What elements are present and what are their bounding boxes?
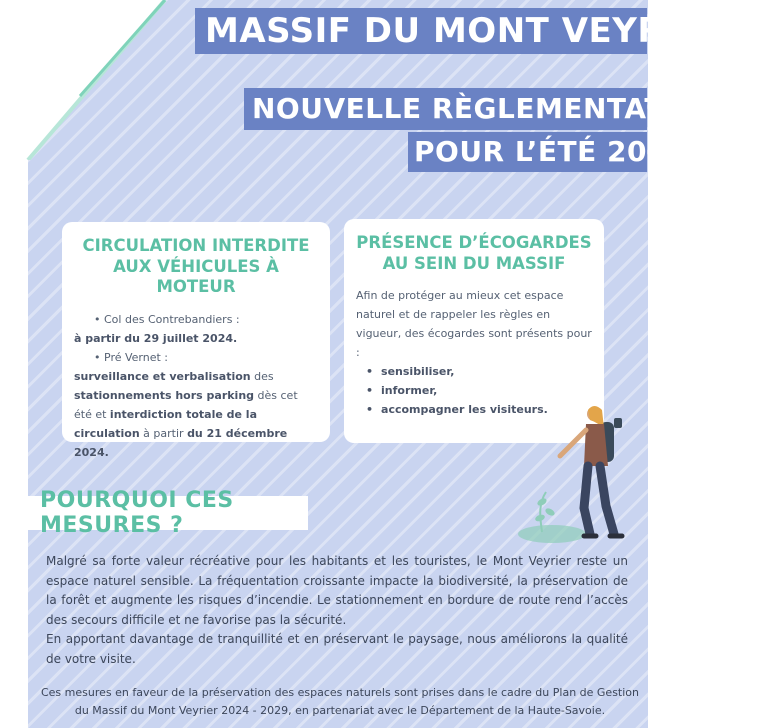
why-paragraph-1: Malgré sa forte valeur récréative pour les habitants et les touristes, le Mont Veyrier reste un espace naturel sensible. La fréquentation croissante impacte la biodiversité, la préservation de la forêt et augmente les risques d’incendie. Le stationnement en bordure de route rend l’accès des secours difficile et ne favorise pas la sécurité. xyxy=(46,554,628,627)
text-regular: des xyxy=(250,369,274,383)
list-item: • sensibiliser, xyxy=(366,362,592,381)
list-item: • accompagner les visiteurs. xyxy=(366,400,592,419)
circulation-card-body xyxy=(74,310,318,462)
text-bold: interdiction totale de la circulation xyxy=(74,407,257,440)
why-body xyxy=(46,552,628,669)
circulation-card-title: CIRCULATION INTERDITE AUX VÉHICULES À MOTEUR xyxy=(82,236,310,297)
text-bold: surveillance et verbalisation xyxy=(74,369,251,383)
hiker-illustration xyxy=(512,400,632,546)
bullet-pre-vernet: • Pré Vernet : xyxy=(94,350,169,364)
bullet-label: Pré Vernet : xyxy=(104,350,169,364)
text-bold: stationnements hors parking xyxy=(74,388,255,402)
why-heading: POURQUOI CES MESURES ? xyxy=(28,496,308,530)
text-bold: du 21 décembre 2024. xyxy=(74,426,288,459)
why-paragraph-2: En apportant davantage de tranquillité et en préservant le paysage, nous améliorons la qualité de votre visite. xyxy=(46,632,628,666)
corner-decoration xyxy=(0,0,200,160)
footer-note: Ces mesures en faveur de la préservation des espaces naturels sont prises dans le cadre du Plan de Gestion du Massif du Mont Veyrier 2024 - 2029, en partenariat avec le Département de la Haute-Savoie. xyxy=(40,686,639,717)
text-regular: dès cet été et xyxy=(74,388,298,421)
ecogardes-intro: Afin de protéger au mieux cet espace naturel et de rappeler les règles en vigueur, des écogardes sont présents pour : xyxy=(356,289,592,360)
circulation-card xyxy=(62,222,330,459)
bullet-col-contrebandiers: • Col des Contrebandiers : xyxy=(94,312,240,326)
title-line-3: POUR L’ÉTÉ 2024 xyxy=(408,132,647,172)
title-line-1: MASSIF DU MONT VEYRIER xyxy=(195,8,647,54)
title-line-2: NOUVELLE RÈGLEMENTATION xyxy=(244,88,647,130)
text-regular: à partir xyxy=(139,426,188,440)
list-item: • informer, xyxy=(366,381,592,400)
pre-vernet-detail xyxy=(74,367,318,462)
bullet-label: Col des Contrebandiers : xyxy=(104,312,240,326)
col-contrebandiers-date: à partir du 29 juillet 2024. xyxy=(74,331,238,345)
ecogardes-card-title: PRÉSENCE D’ÉCOGARDES AU SEIN DU MASSIF xyxy=(356,233,592,273)
